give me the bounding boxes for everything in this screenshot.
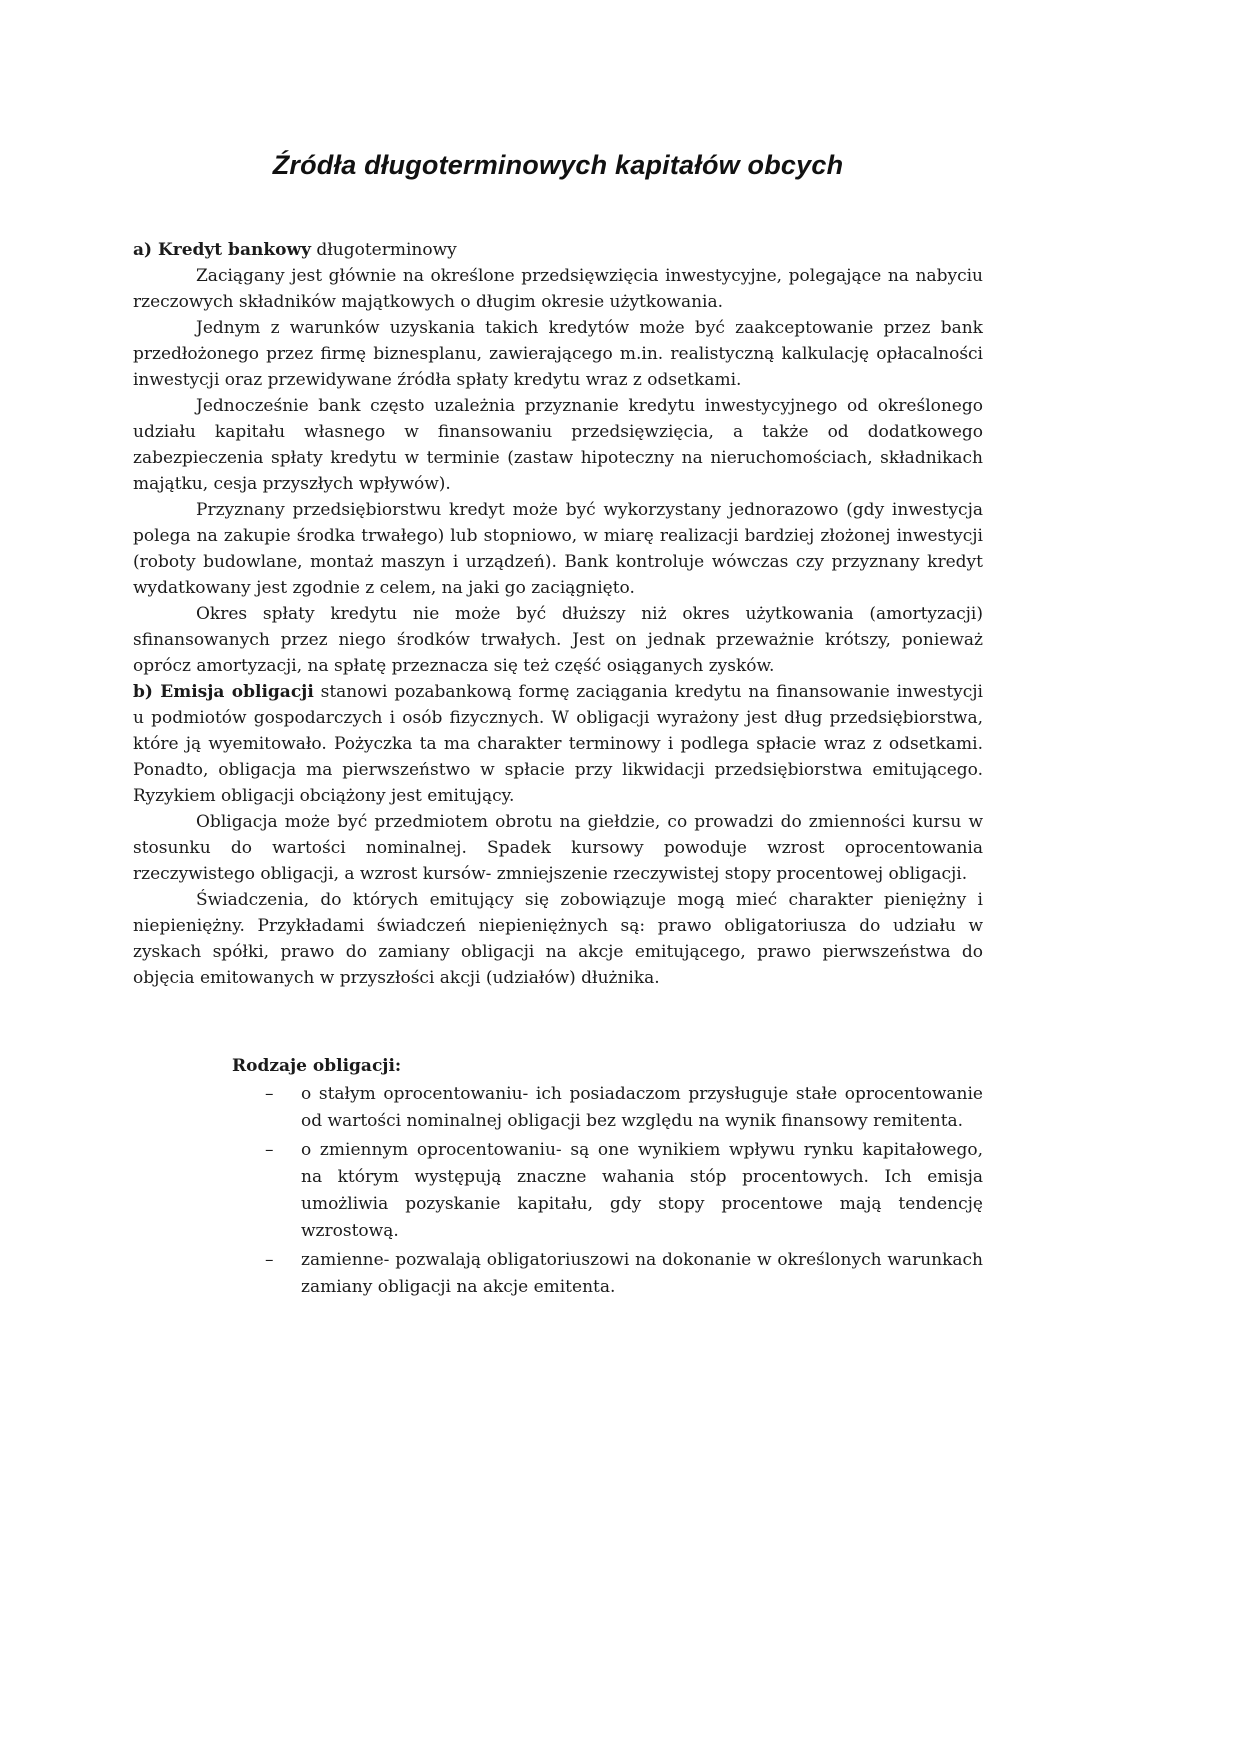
list-item <box>265 1247 983 1301</box>
section-a-heading-rest: długoterminowy <box>310 240 457 260</box>
list-item-text: o zmiennym oprocentowaniu- są one wynikiem wpływu rynku kapitałowego, na którym występują znaczne wahania stóp procentowych. Ich emisja umożliwia pozyskanie kapitału, gdy stopy procentowe mają tendencję wzrostową. <box>301 1140 983 1241</box>
list-item <box>265 1137 983 1245</box>
bond-types-heading: Rodzaje obligacji: <box>232 1056 402 1076</box>
section-b-body <box>133 679 983 991</box>
section-a-body <box>133 263 983 679</box>
list-item <box>265 1081 983 1135</box>
list-item-text: o stałym oprocentowaniu- ich posiadaczom przysługuje stałe oprocentowanie od wartości nominalnej obligacji bez względu na wynik finansowy remitenta. <box>301 1084 983 1131</box>
list-item-text: zamienne- pozwalają obligatoriuszowi na dokonanie w określonych warunkach zamiany obligacji na akcje emitenta. <box>301 1250 983 1297</box>
section-a-paragraph-2: Jednym z warunków uzyskania takich kredytów może być zaakceptowanie przez bank przedłożonego przez firmę biznesplanu, zawierającego m.in. realistyczną kalkulację opłacalności inwestycji oraz przewidywane źródła spłaty kredytu wraz z odsetkami. <box>133 318 983 390</box>
section-b-lead-rest: stanowi pozabankową formę zaciągania kredytu na finansowanie inwestycji u podmiotów gospodarczych i osób fizycznych. W obligacji wyrażony jest dług przedsiębiorstwa, które ją wyemitowało. Pożyczka ta ma charakter terminowy i podlega spłacie wraz z odsetkami. Ponadto, obligacja ma pierwszeństwo w spłacie przy likwidacji przedsiębiorstwa emitującego. Ryzykiem obligacji obciążony jest emitujący. <box>133 682 983 806</box>
section-a-paragraph-3: Jednocześnie bank często uzależnia przyznanie kredytu inwestycyjnego od określonego udziału kapitału własnego w finansowaniu przedsięwzięcia, a także od dodatkowego zabezpieczenia spłaty kredytu w terminie (zastaw hipoteczny na nieruchomościach, składnikach majątku, cesja przyszłych wpływów). <box>133 396 983 494</box>
section-a-paragraph-5: Okres spłaty kredytu nie może być dłuższy niż okres użytkowania (amortyzacji) sfinansowanych przez niego środków trwałych. Jest on jednak przeważnie krótszy, ponieważ oprócz amortyzacji, na spłatę przeznacza się też część osiąganych zysków. <box>133 604 983 676</box>
section-b-paragraph-2: Obligacja może być przedmiotem obrotu na giełdzie, co prowadzi do zmienności kursu w stosunku do wartości nominalnej. Spadek kursowy powoduje wzrost oprocentowania rzeczywistego obligacji, a wzrost kursów- zmniejszenie rzeczywistej stopy procentowej obligacji. <box>133 812 983 884</box>
document-title: Źródła długoterminowych kapitałów obcych <box>272 150 844 180</box>
dash-bullet: – <box>265 1140 274 1160</box>
bond-types-list <box>265 1081 983 1301</box>
section-b-lead-paragraph <box>133 679 983 809</box>
section-a-heading-bold: a) Kredyt bankowy <box>133 240 311 260</box>
section-b-paragraph-3: Świadczenia, do których emitujący się zobowiązuje mogą mieć charakter pieniężny i niepieniężny. Przykładami świadczeń niepieniężnych są: prawo obligatoriusza do udziału w zyskach spółki, prawo do zamiany obligacji na akcje emitującego, prawo pierwszeństwa do objęcia emitowanych w przyszłości akcji (udziałów) dłużnika. <box>133 890 983 988</box>
section-a-paragraph-1: Zaciągany jest głównie na określone przedsięwzięcia inwestycyjne, polegające na nabyciu rzeczowych składników majątkowych o długim okresie użytkowania. <box>133 266 983 312</box>
dash-bullet: – <box>265 1084 274 1104</box>
section-a-heading <box>133 237 983 263</box>
dash-bullet: – <box>265 1250 274 1270</box>
section-a-paragraph-4: Przyznany przedsiębiorstwu kredyt może być wykorzystany jednorazowo (gdy inwestycja polega na zakupie środka trwałego) lub stopniowo, w miarę realizacji bardziej złożonej inwestycji (roboty budowlane, montaż maszyn i urządzeń). Bank kontroluje wówczas czy przyznany kredyt wydatkowany jest zgodnie z celem, na jaki go zaciągnięto. <box>133 500 983 598</box>
section-b-heading-bold: b) Emisja obligacji <box>133 682 314 702</box>
